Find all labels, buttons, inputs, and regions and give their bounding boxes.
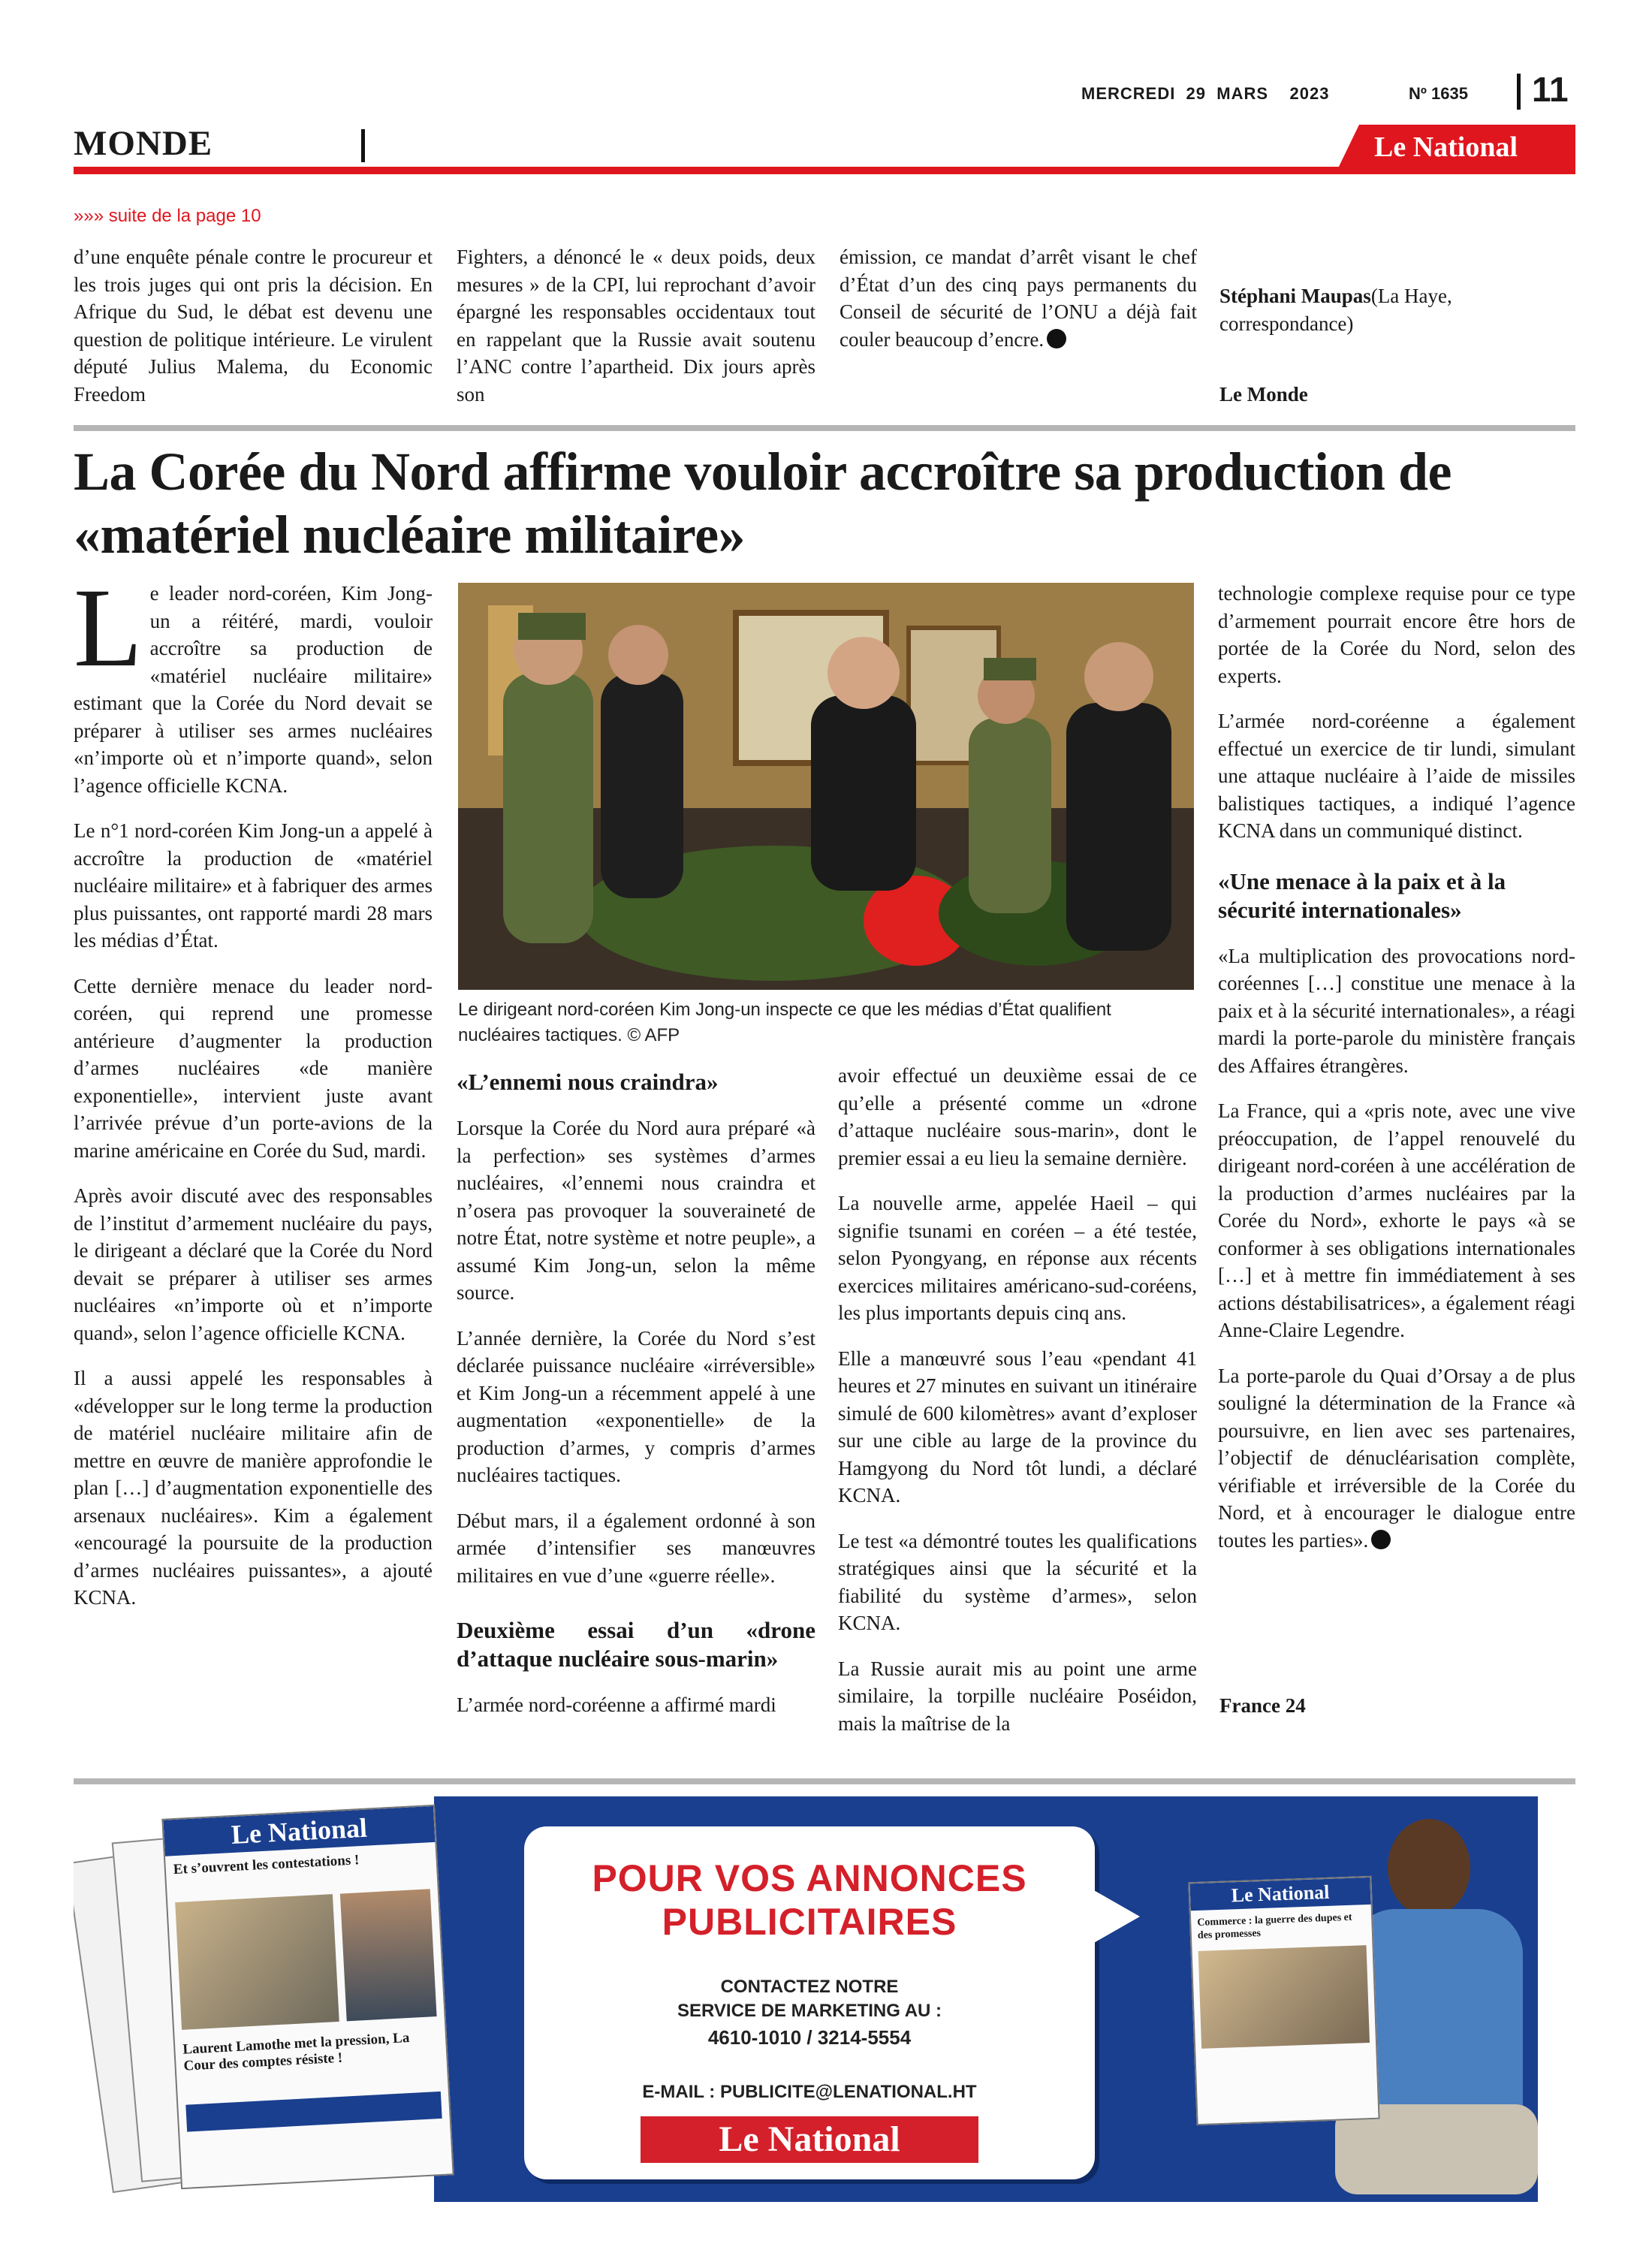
end-mark-icon (1047, 329, 1066, 348)
ad-contact-line1: CONTACTEZ NOTRE (720, 1977, 899, 1997)
ad-bubble-tail (1087, 1887, 1140, 1947)
ad-phones: 4610-1010 / 3214-5554 (707, 2026, 912, 2049)
subhead-drone: Deuxième essai d’un «drone d’attaque nucléaire sous-marin» (457, 1617, 815, 1672)
subhead-ennemi: «L’ennemi nous craindra» (457, 1069, 719, 1095)
continued-col3-text: émission, ce mandat d’arrêt visant le chef d’État d’un des cinq pays permanents du Conseil de sécurité de l’ONU a déjà fait couler beaucoup d’encre. (840, 246, 1197, 351)
header-divider (1517, 74, 1521, 110)
article-col4 (1218, 580, 1575, 1572)
section-title: MONDE (74, 124, 213, 163)
continued-author: Stéphani Maupas (1219, 285, 1371, 307)
article-paragraph: Il a aussi appelé les responsables à «développer sur le long terme la production de matériel nucléaire militaire afin de mettre en œuvre de manière approfondie le plan […] d’augmentation exponentielle des arsenaux nucléaires». Kim a également «encouragé la poursuite de la production d’armes nucléaires puissantes», a ajouté KCNA. (74, 1367, 433, 1609)
ad-held-headline: Commerce : la guerre des dupes et des promesses (1197, 1911, 1352, 1941)
article-lead-text: e leader nord-coréen, Kim Jong-un a réitéré, mardi, vouloir accroître sa production de «matériel nucléaire militaire» estimant que la Corée du Nord devait se préparer à utiliser ses armes nucléaires «n’importe où et n’importe quand», selon l’agence officielle KCNA. (74, 582, 433, 797)
photo-illustration (458, 583, 1194, 990)
section-tick (361, 129, 365, 162)
continued-source: Le Monde (1219, 383, 1308, 406)
ad-mini-bar (185, 2092, 442, 2132)
brand-banner-text: Le National (1374, 131, 1518, 163)
continued-col3 (840, 243, 1197, 353)
article-paragraph: Cette dernière menace du leader nord-coréen, qui reprend une promesse antérieure d’augmenter la production d’armes nucléaires «de manière exponentielle», intervient juste avant l’arrivée prévue d’un porte-avions de la marine américaine en Corée du Sud, mardi. (74, 974, 433, 1162)
page-number: 11 (1532, 70, 1569, 109)
page-date: MERCREDI 29 MARS 2023 (1081, 84, 1330, 103)
continued-col1: d’une enquête pénale contre le procureur et les trois juges qui ont pris la décision. En Afrique du Sud, le débat est devenu une question de politique intérieure. Le virulent député Julius Malema, du Economic Freedom (74, 246, 433, 406)
article-paragraph: Lorsque la Corée du Nord aura préparé «à la perfection» ses systèmes d’armes nucléaires, «l’ennemi nous craindra et n’osera pas provoquer la souveraineté de notre État, notre système et notre peuple», a assumé Kim Jong-un, selon la même source. (457, 1117, 815, 1304)
article-paragraph: Elle a manœuvré sous l’eau «pendant 41 heures et 27 minutes en suivant un itinéraire simulé de 600 kilomètres» avant d’exploser sur une cible au large de la province du Hamgyong du Nord tôt lundi, a déclaré KCNA. (838, 1347, 1197, 1507)
separator-bottom (74, 1778, 1575, 1784)
continued-byline (1219, 282, 1575, 337)
ad-held-newspaper (1188, 1876, 1379, 2125)
article-paragraph: «La multiplication des provocations nord-coréennes […] constitue une menace à la paix et à la sécurité internationales», a réagi mardi la porte-parole du ministère français des Affaires étrangères. (1218, 944, 1575, 1077)
article-headline: La Corée du Nord affirme vouloir accroître sa production de «matériel nucléaire militaire» (74, 442, 1452, 565)
article-paragraph: Après avoir discuté avec des responsables de l’institut d’armement nucléaire du pays, le dirigeant a déclaré que la Corée du Nord devait se préparer à utiliser ses armes nucléaires «n’importe où et n’importe quand», selon l’agence officielle KCNA. (74, 1184, 433, 1344)
ad-held-logo: Le National (1189, 1878, 1370, 1911)
continued-label: »»» suite de la page 10 (74, 206, 261, 226)
photo-caption: Le dirigeant nord-coréen Kim Jong-un inspecte ce que les médias d’État qualifient nucléaires tactiques. © AFP (458, 1000, 1111, 1045)
article-paragraph: Début mars, il a également ordonné à son armée d’intensifier ses manœuvres militaires en vue d’une «guerre réelle». (457, 1509, 815, 1587)
ad-man-head (1388, 1819, 1470, 1917)
dropcap: L (74, 566, 143, 690)
article-paragraph-last (1218, 1362, 1575, 1555)
continued-col2: Fighters, a dénoncé le « deux poids, deux mesures » de la CPI, lui reprochant d’avoir épargné les responsables occidentaux tout en rappelant que la Russie avait soutenu l’ANC contre l’apartheid. Dix jours après son (457, 246, 815, 406)
article-paragraph: L’armée nord-coréenne a affirmé mardi (457, 1694, 776, 1716)
separator-top (74, 425, 1575, 431)
ad-mini-headline1: Et s’ouvrent les contestations ! (173, 1852, 360, 1878)
article-col2 (457, 1068, 815, 1737)
article-paragraph: La nouvelle arme, appelée Haeil – qui signifie tsunami en coréen – a été testée, selon Pyongyang, en réponse aux récents exercices militaires américano-sud-coréens, les plus importants depuis cinq ans. (838, 1192, 1197, 1324)
article-col1 (74, 566, 433, 1630)
subhead-menace: «Une menace à la paix et à la sécurité internationales» (1218, 867, 1506, 923)
article-paragraph: L’année dernière, la Corée du Nord s’est déclarée puissance nucléaire «irréversible» et Kim Jong-un a récemment appelé à une augmentation «exponentielle» de la production d’armes, y compris d’armes nucléaires tactiques. (457, 1326, 815, 1486)
issue-number: Nº 1635 (1409, 84, 1468, 103)
end-mark-icon (1371, 1530, 1391, 1549)
article-paragraph: avoir effectué un deuxième essai de ce qu’elle a présenté comme un «drone d’attaque nucléaire sous-marin», dont le premier essai a eu lieu la semaine dernière. (838, 1064, 1197, 1169)
ad-email: E-MAIL : PUBLICITE@LENATIONAL.HT (642, 2082, 977, 2102)
ad-newspaper-front (161, 1805, 454, 2189)
article-paragraph: L’armée nord-coréenne a également effectué un exercice de tir lundi, simulant une attaque nucléaire à l’aide de missiles balistiques tactiques, a indiqué l’agence KCNA dans un communiqué distinct. (1218, 710, 1575, 842)
article-paragraph: La Russie aurait mis au point une arme similaire, la torpille nucléaire Poséidon, mais la maîtrise de la (838, 1657, 1197, 1735)
ad-logo: Le National (641, 2116, 978, 2163)
article-paragraph: La France, qui a «pris note, avec une vive préoccupation, de l’appel renouvelé du dirigeant nord-coréen à une accélération de la production d’armes nucléaires par la Corée du Nord», exhorte le pays «à se conformer à ses obligations internationales […] et à mettre fin immédiatement à ses actions déstabilisatrices», a également réagi Anne-Claire Legendre. (1218, 1099, 1575, 1341)
ad-banner (74, 1796, 1575, 2202)
ad-headline: POUR VOS ANNONCES PUBLICITAIRES (592, 1857, 1027, 1943)
article-paragraph-last-text: La porte-parole du Quai d’Orsay a de plus souligné la détermination de la France «à poursuivre, en lien avec ses partenaires, l’objectif de dénucléarisation complète, vérifiable et irréversible de la Corée du Nord, et à encourager le dialogue entre toutes les parties». (1218, 1364, 1575, 1552)
article-source: France 24 (1219, 1694, 1306, 1717)
ad-mini-logo: Le National (163, 1806, 435, 1856)
article-col3 (838, 1062, 1197, 1755)
article-lead (74, 566, 433, 799)
article-paragraph: Le test «a démontré toutes les qualifications stratégiques ainsi que la sécurité et la fiabilité du système d’armes», selon KCNA. (838, 1529, 1197, 1634)
ad-contact-line2: SERVICE DE MARKETING AU : (677, 2001, 942, 2021)
continued-author-detail: (La Haye, correspondance) (1219, 285, 1452, 335)
ad-mini-photo2 (340, 1889, 437, 2021)
ad-held-photo (1198, 1945, 1370, 2049)
article-photo (458, 583, 1194, 990)
article-paragraph: Le n°1 nord-coréen Kim Jong-un a appelé à accroître la production de «matériel nucléaire militaire» et à fabriquer des armes plus puissantes, ont rapporté mardi 28 mars les médias d’État. (74, 819, 433, 952)
ad-mini-photo (175, 1894, 339, 2030)
article-paragraph: technologie complexe requise pour ce type d’armement pourrait encore être hors de portée de la Corée du Nord, selon des experts. (1218, 582, 1575, 687)
ad-mini-headline2: Laurent Lamothe met la pression, La Cour des comptes résiste ! (182, 2030, 410, 2074)
